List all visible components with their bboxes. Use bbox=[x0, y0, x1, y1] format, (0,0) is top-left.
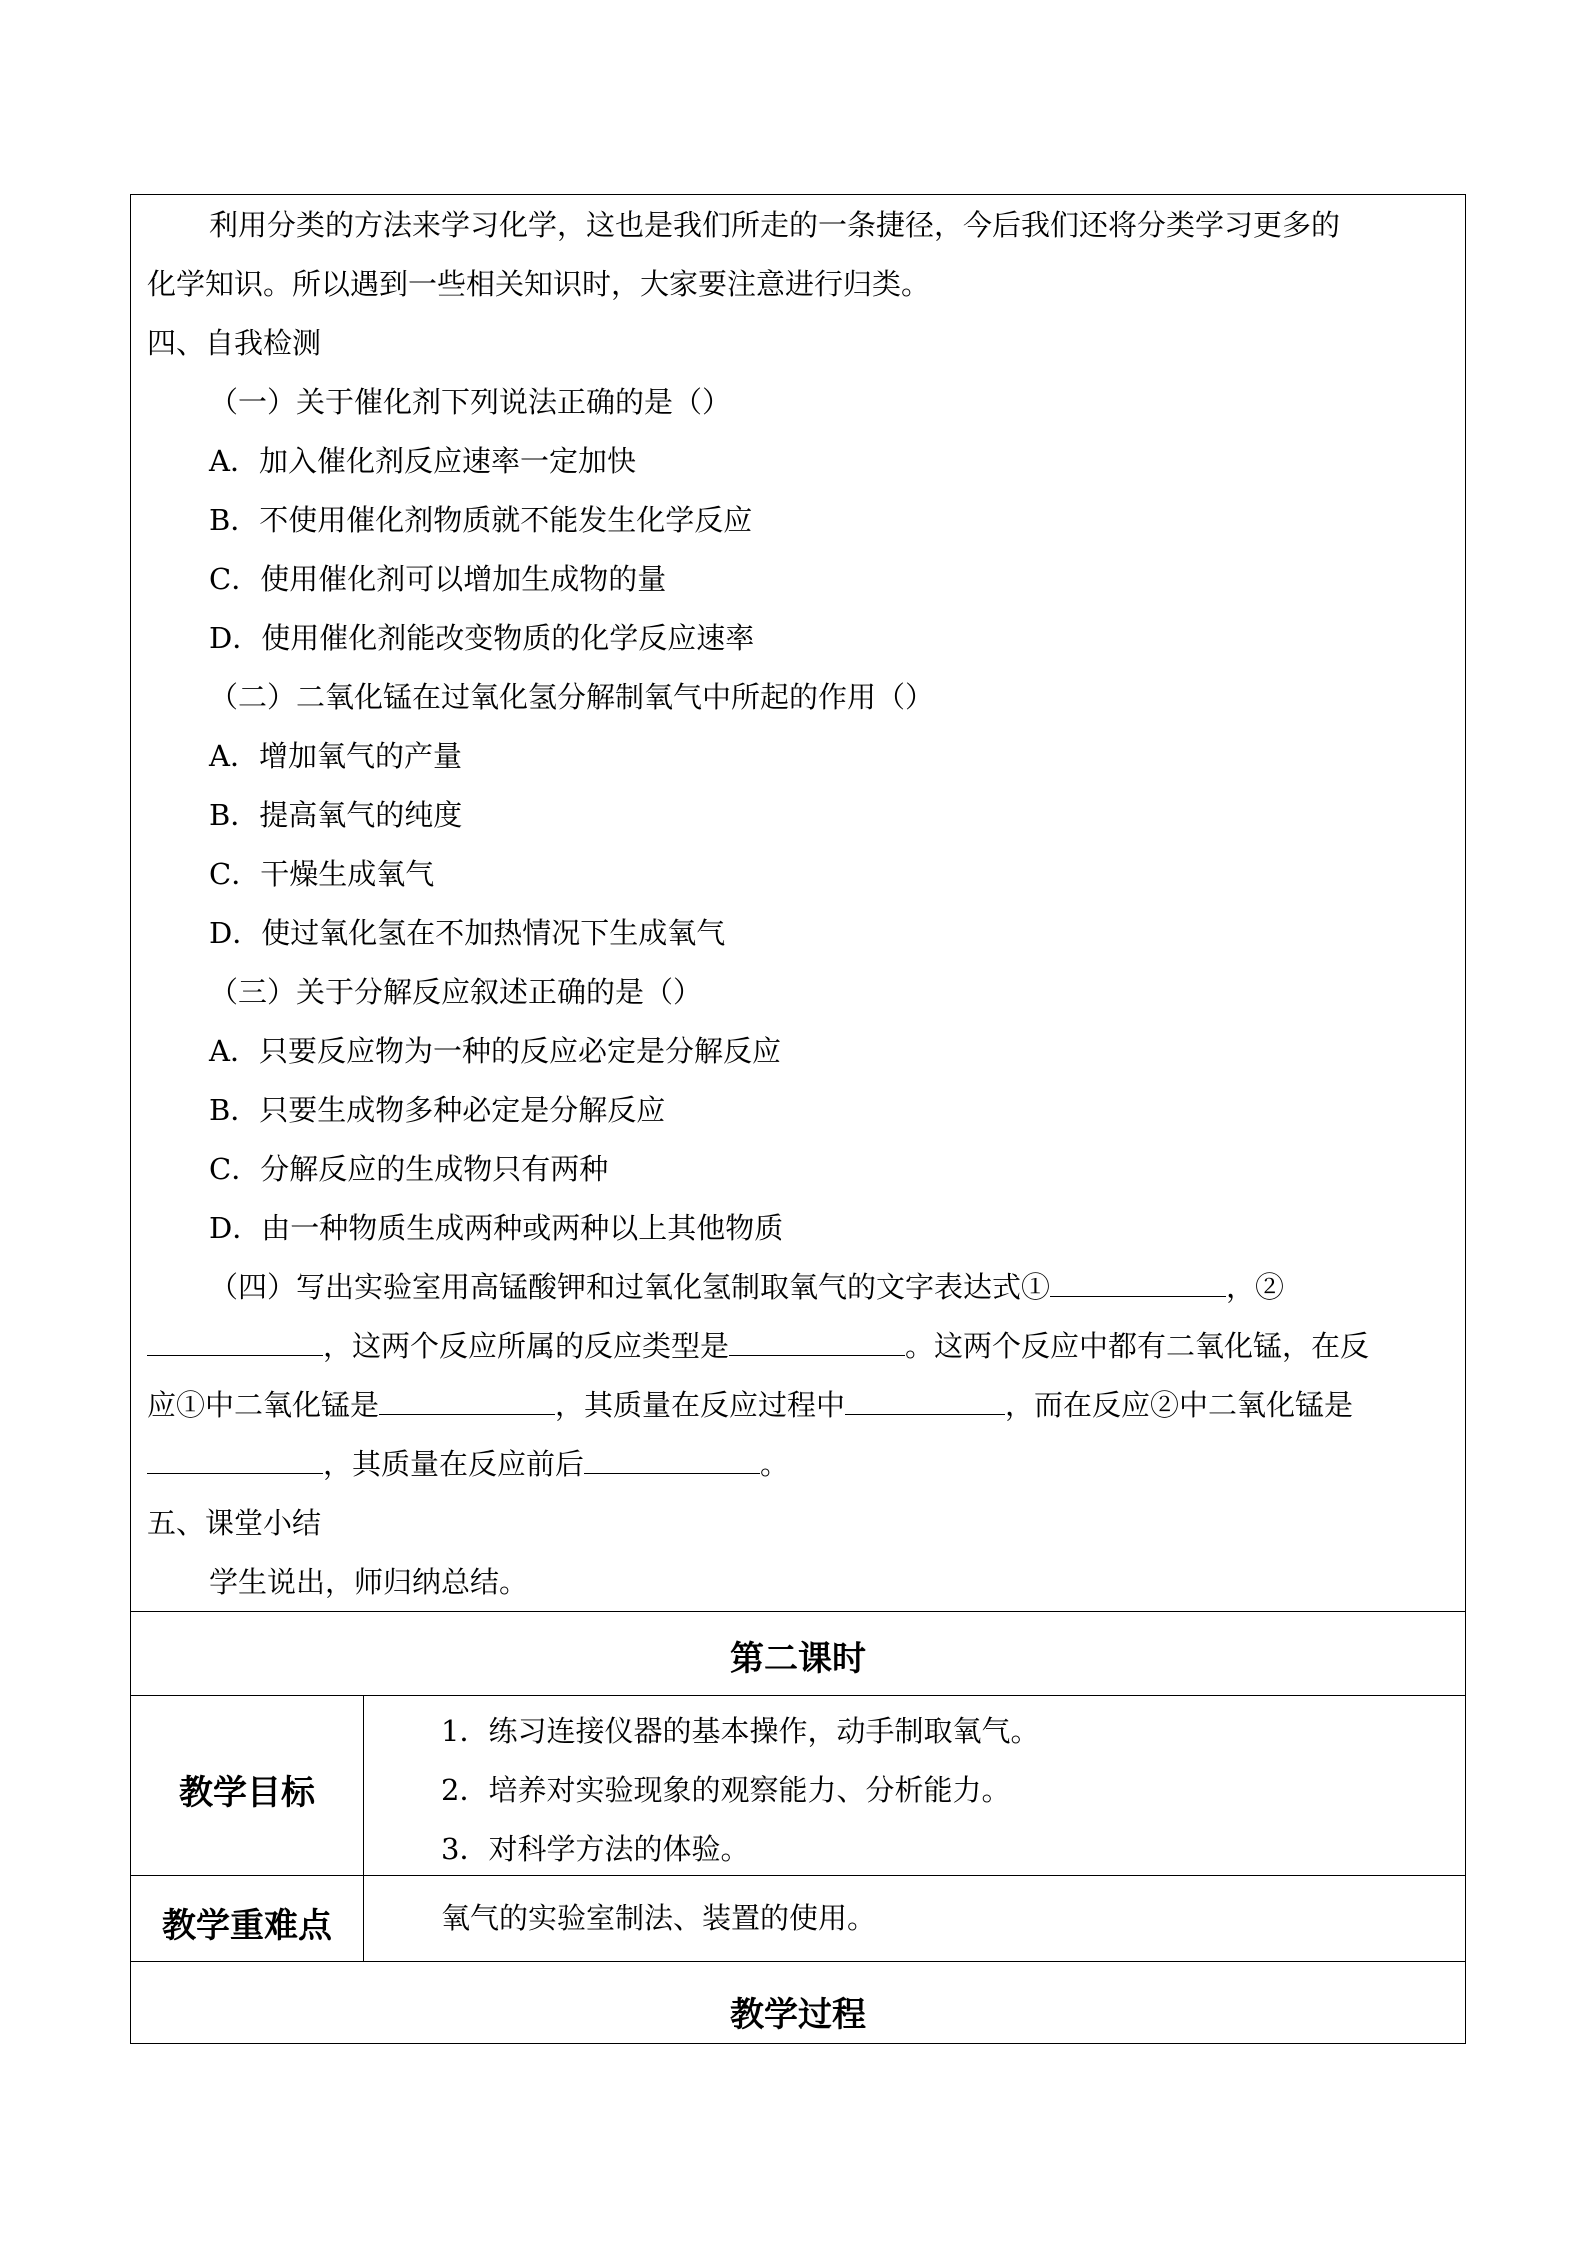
question-4-line-1 bbox=[209, 1269, 1284, 1305]
question-4-line-2 bbox=[147, 1328, 1369, 1364]
question-4-text: 。这两个反应中都有二氧化锰，在反 bbox=[905, 1329, 1370, 1363]
question-1-option-d: D．使用催化剂能改变物质的化学反应速率 bbox=[209, 621, 755, 655]
question-4-text: ，而在反应②中二氧化锰是 bbox=[1005, 1388, 1354, 1422]
keypoints-label: 教学重难点 bbox=[162, 1906, 332, 1946]
question-3-option-b: B．只要生成物多种必定是分解反应 bbox=[209, 1093, 666, 1127]
question-4-text: ，其质量在反应前后 bbox=[323, 1447, 585, 1481]
row-divider bbox=[131, 1695, 1465, 1696]
question-2-option-c: C．干燥生成氧气 bbox=[209, 857, 435, 891]
question-2-option-d: D．使过氧化氢在不加热情况下生成氧气 bbox=[209, 916, 726, 950]
question-3-option-d: D．由一种物质生成两种或两种以上其他物质 bbox=[209, 1211, 784, 1245]
question-4-text: 。 bbox=[760, 1447, 790, 1481]
lesson-plan-table bbox=[130, 194, 1466, 2044]
question-4-text: ，其质量在反应过程中 bbox=[555, 1388, 846, 1422]
question-4-line-4 bbox=[147, 1446, 789, 1482]
column-divider bbox=[363, 1695, 364, 1961]
goal-item-3: 3．对科学方法的体验。 bbox=[441, 1832, 750, 1866]
question-1-stem: （一）关于催化剂下列说法正确的是（） bbox=[209, 385, 732, 419]
section-title-summary: 五、课堂小结 bbox=[147, 1506, 322, 1540]
question-2-option-b: B．提高氧气的纯度 bbox=[209, 798, 463, 832]
answer-blank[interactable] bbox=[845, 1388, 1005, 1415]
summary-text: 学生说出，师归纳总结。 bbox=[209, 1565, 529, 1599]
question-2-stem: （二）二氧化锰在过氧化氢分解制氧气中所起的作用（） bbox=[209, 680, 935, 714]
answer-blank[interactable] bbox=[584, 1447, 760, 1474]
question-4-text: （四）写出实验室用高锰酸钾和过氧化氢制取氧气的文字表达式① bbox=[209, 1270, 1051, 1304]
goals-label: 教学目标 bbox=[179, 1773, 315, 1813]
question-3-option-c: C．分解反应的生成物只有两种 bbox=[209, 1152, 609, 1186]
answer-blank[interactable] bbox=[729, 1329, 905, 1356]
row-divider bbox=[131, 1611, 1465, 1612]
goal-item-2: 2．培养对实验现象的观察能力、分析能力。 bbox=[441, 1773, 1011, 1807]
row-divider bbox=[131, 1961, 1465, 1962]
question-4-text: 应①中二氧化锰是 bbox=[147, 1388, 380, 1422]
question-4-text: ，② bbox=[1226, 1270, 1285, 1304]
answer-blank[interactable] bbox=[147, 1329, 323, 1356]
question-2-option-a: A．增加氧气的产量 bbox=[209, 739, 462, 773]
goal-item-1: 1．练习连接仪器的基本操作，动手制取氧气。 bbox=[441, 1714, 1040, 1748]
answer-blank[interactable] bbox=[1050, 1270, 1226, 1297]
question-1-option-c: C．使用催化剂可以增加生成物的量 bbox=[209, 562, 667, 596]
question-3-stem: （三）关于分解反应叙述正确的是（） bbox=[209, 975, 703, 1009]
question-1-option-a: A．加入催化剂反应速率一定加快 bbox=[209, 444, 636, 478]
question-4-line-3 bbox=[147, 1387, 1353, 1423]
answer-blank[interactable] bbox=[379, 1388, 555, 1415]
answer-blank[interactable] bbox=[147, 1447, 323, 1474]
intro-text-line-1: 利用分类的方法来学习化学，这也是我们所走的一条捷径，今后我们还将分类学习更多的 bbox=[209, 208, 1341, 242]
process-title: 教学过程 bbox=[730, 1995, 866, 2035]
lesson-title: 第二课时 bbox=[730, 1639, 866, 1679]
intro-text-line-2: 化学知识。所以遇到一些相关知识时，大家要注意进行归类。 bbox=[147, 267, 931, 301]
question-3-option-a: A．只要反应物为一种的反应必定是分解反应 bbox=[209, 1034, 781, 1068]
question-1-option-b: B．不使用催化剂物质就不能发生化学反应 bbox=[209, 503, 753, 537]
row-divider bbox=[131, 1875, 1465, 1876]
question-4-text: ，这两个反应所属的反应类型是 bbox=[323, 1329, 730, 1363]
section-title-self-check: 四、自我检测 bbox=[147, 326, 322, 360]
keypoints-text: 氧气的实验室制法、装置的使用。 bbox=[441, 1901, 877, 1935]
